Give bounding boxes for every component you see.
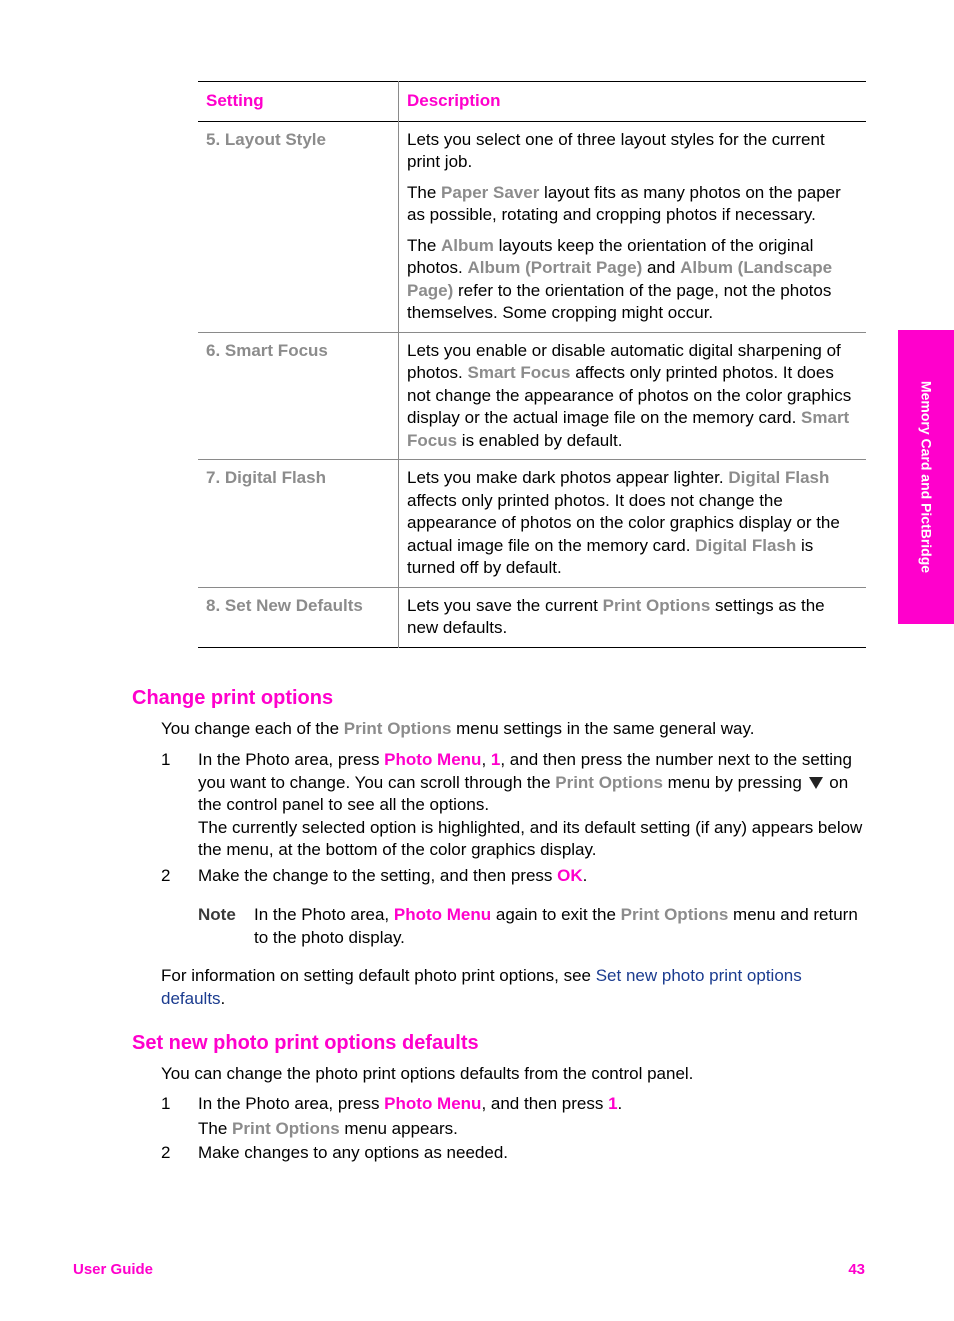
term-album-portrait: Album (Portrait Page) — [467, 258, 643, 277]
chapter-side-tab — [898, 330, 954, 624]
section-title-set-new-defaults: Set new photo print options defaults — [132, 1032, 479, 1054]
step-text: In the Photo area, press Photo Menu, and then press 1. The Print Options menu appears. — [198, 1094, 623, 1138]
table-header-row — [198, 82, 866, 122]
note — [198, 904, 866, 949]
table-row — [198, 121, 866, 332]
setting-name: 5. Layout Style — [198, 121, 399, 332]
setting-name: 6. Smart Focus — [198, 332, 399, 460]
setting-description: Lets you make dark photos appear lighter. Digital Flash affects only printed photos. It does not change the appearance of photos on the color graphics display or the actual image file on the memory card. Digital Flash is turned off by default. — [407, 468, 840, 577]
description-paragraph: Lets you select one of three layout styles for the current print job. — [407, 129, 825, 171]
step-text: Make changes to any options as needed. — [198, 1143, 508, 1162]
down-arrow-icon — [809, 777, 823, 789]
term-digital-flash: Digital Flash — [695, 535, 797, 555]
setting-name: 7. Digital Flash — [198, 460, 399, 588]
step-text: Make the change to the setting, and then press OK. — [198, 866, 588, 885]
step-number: 1 — [161, 750, 171, 769]
step-2 — [161, 1142, 866, 1165]
photo-menu-button-label: Photo Menu — [384, 750, 482, 769]
table-row — [198, 460, 866, 588]
step-text: In the Photo area, press Photo Menu, 1, and then press the number next to the setting you want to change. You can scroll through the Print Options menu by pressing on the control panel to see all the options. The currently selected option is highlighted, and its default setting (if any) appears below the menu, at the bottom of the color graphics display. — [198, 750, 863, 859]
description-paragraph: The Album layouts keep the orientation of the original photos. Album (Portrait Page) and Album (Landscape Page) refer to the orientation of the page, not the photos themselves. Some cropping might occur. — [407, 235, 833, 322]
setting-description: Lets you save the current Print Options settings as the new defaults. — [407, 595, 825, 637]
setting-description: Lets you enable or disable automatic digital sharpening of photos. Smart Focus affects only printed photos. It does not change the appearance of photos on the color graphics display or the actual image file on the memory card. Smart Focus is enabled by default. — [407, 340, 852, 450]
step-1 — [161, 749, 866, 862]
term-album-landscape: Album (Landscape Page) — [407, 258, 833, 300]
step-number: 2 — [161, 866, 171, 885]
chapter-side-tab-label: Memory Card and PictBridge — [918, 380, 935, 574]
section-intro: You change each of the Print Options menu settings in the same general way. — [161, 719, 755, 738]
section-title-change-print-options: Change print options — [132, 687, 334, 709]
term-digital-flash: Digital Flash — [728, 468, 830, 487]
link-set-new-defaults[interactable]: Set new photo print options defaults — [161, 966, 802, 1008]
description-paragraph: The Paper Saver layout fits as many photos on the paper as possible, rotating and cropping photos if necessary. — [407, 182, 841, 224]
info-paragraph: For information on setting default photo print options, see Set new photo print options defaults. — [161, 966, 802, 1008]
settings-table — [198, 81, 866, 648]
term-paper-saver: Paper Saver — [441, 182, 540, 202]
footer-guide-title: User Guide — [73, 1261, 154, 1278]
note-text: In the Photo area, Photo Menu again to exit the Print Options menu and return to the photo display. — [254, 905, 858, 947]
term-print-options: Print Options — [602, 595, 711, 615]
term-smart-focus: Smart Focus — [407, 408, 850, 450]
term-smart-focus: Smart Focus — [467, 363, 571, 382]
step-number: 2 — [161, 1143, 171, 1162]
step-2 — [161, 865, 866, 888]
step-1 — [161, 1093, 866, 1140]
setting-description — [399, 121, 867, 332]
table-row — [198, 587, 866, 647]
table-row — [198, 332, 866, 460]
column-header-description: Description — [407, 91, 501, 110]
column-header-setting: Setting — [198, 82, 399, 122]
step-number: 1 — [161, 1094, 171, 1113]
footer-page-number: 43 — [848, 1261, 865, 1278]
note-label: Note — [198, 905, 236, 924]
setting-name: 8. Set New Defaults — [198, 587, 399, 647]
term-album: Album — [441, 235, 494, 255]
section-intro: You can change the photo print options defaults from the control panel. — [161, 1064, 694, 1083]
